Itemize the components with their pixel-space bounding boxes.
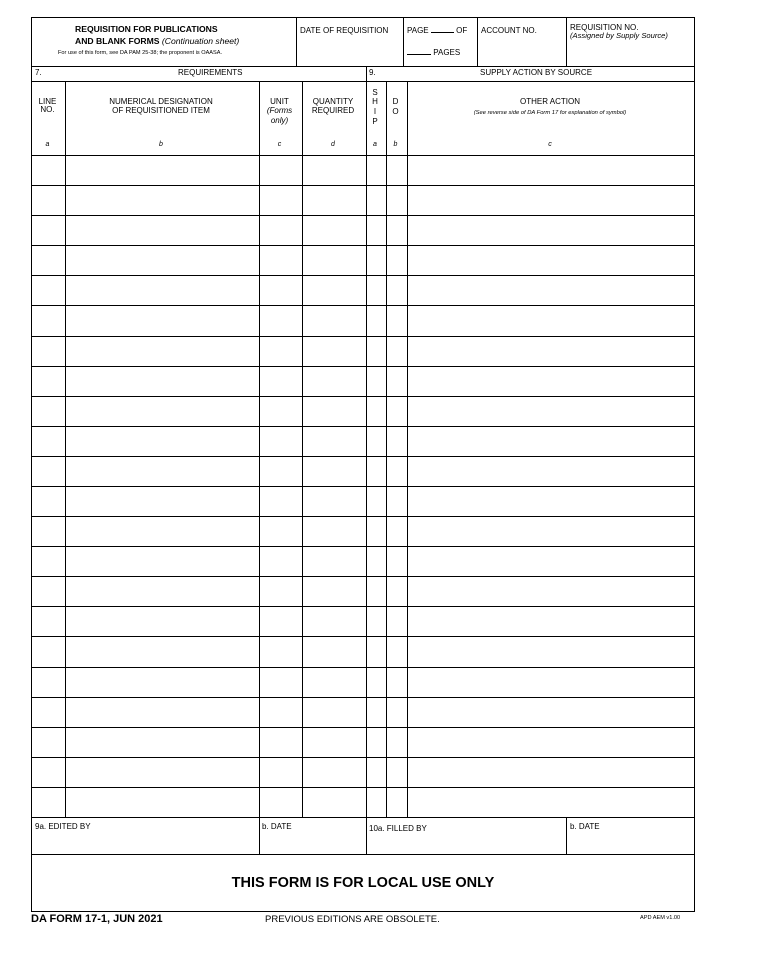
cell-unit[interactable] — [259, 757, 301, 785]
header-vline-4 — [566, 18, 567, 66]
cell-do[interactable] — [386, 336, 406, 364]
col-letter-do-b: b — [393, 141, 398, 148]
cell-do[interactable] — [386, 245, 406, 273]
cell-numerical-designation[interactable] — [65, 155, 258, 183]
cell-line-no[interactable] — [32, 636, 64, 664]
cell-do[interactable] — [386, 155, 406, 183]
cell-quantity[interactable] — [302, 606, 365, 634]
cell-ship[interactable] — [367, 215, 385, 243]
cell-do[interactable] — [386, 456, 406, 484]
cell-line-no[interactable] — [32, 757, 64, 785]
cell-do[interactable] — [386, 305, 406, 333]
cell-line-no[interactable] — [32, 667, 64, 695]
cell-numerical-designation[interactable] — [65, 486, 258, 514]
cell-other-action[interactable] — [407, 727, 694, 755]
cell-numerical-designation[interactable] — [65, 546, 258, 574]
cell-line-no[interactable] — [32, 396, 64, 424]
cell-ship[interactable] — [367, 667, 385, 695]
cell-ship[interactable] — [367, 486, 385, 514]
cell-numerical-designation[interactable] — [65, 396, 258, 424]
cell-do[interactable] — [386, 426, 406, 454]
cell-numerical-designation[interactable] — [65, 366, 258, 394]
cell-quantity[interactable] — [302, 426, 365, 454]
cell-unit[interactable] — [259, 155, 301, 183]
cell-ship[interactable] — [367, 456, 385, 484]
form-id: DA FORM 17-1, JUN 2021 — [31, 913, 163, 925]
cell-unit[interactable] — [259, 486, 301, 514]
cell-ship[interactable] — [367, 606, 385, 634]
header-divider — [32, 66, 694, 67]
cell-quantity[interactable] — [302, 757, 365, 785]
cell-do[interactable] — [386, 697, 406, 725]
cell-numerical-designation[interactable] — [65, 426, 258, 454]
cell-line-no[interactable] — [32, 215, 64, 243]
cell-other-action[interactable] — [407, 275, 694, 303]
cell-unit[interactable] — [259, 275, 301, 303]
cell-quantity[interactable] — [302, 727, 365, 755]
page-number-blank[interactable] — [431, 32, 454, 33]
cell-do[interactable] — [386, 757, 406, 785]
cell-other-action[interactable] — [407, 667, 694, 695]
page-label: PAGE — [407, 26, 429, 35]
filled-date-input[interactable] — [567, 834, 693, 852]
col-header-unit: UNIT — [270, 97, 289, 106]
cell-quantity[interactable] — [302, 697, 365, 725]
cell-unit[interactable] — [259, 636, 301, 664]
col-header-other-note: (See reverse side of DA Form 17 for explanation of symbol) — [473, 110, 627, 116]
form-title-line2 — [75, 37, 239, 46]
cell-other-action[interactable] — [407, 336, 694, 364]
form-title-bold: AND BLANK FORMS — [75, 36, 160, 46]
header-vline-1 — [296, 18, 297, 66]
col-header-unit-note-1: (Forms — [266, 106, 293, 115]
version-label: APD AEM v1.00 — [640, 915, 681, 921]
cell-line-no[interactable] — [32, 456, 64, 484]
cell-quantity[interactable] — [302, 305, 365, 333]
cell-unit[interactable] — [259, 516, 301, 544]
section-7-number: 7. — [35, 68, 42, 77]
cell-line-no[interactable] — [32, 606, 64, 634]
cell-other-action[interactable] — [407, 636, 694, 664]
cell-line-no[interactable] — [32, 787, 64, 815]
cell-quantity[interactable] — [302, 576, 365, 604]
cell-unit[interactable] — [259, 215, 301, 243]
cell-ship[interactable] — [367, 546, 385, 574]
cell-unit[interactable] — [259, 727, 301, 755]
cell-quantity[interactable] — [302, 275, 365, 303]
cell-line-no[interactable] — [32, 486, 64, 514]
cell-ship[interactable] — [367, 426, 385, 454]
cell-numerical-designation[interactable] — [65, 787, 258, 815]
cell-quantity[interactable] — [302, 336, 365, 364]
col-letter-other-c: c — [548, 141, 552, 148]
cell-numerical-designation[interactable] — [65, 667, 258, 695]
cell-quantity[interactable] — [302, 366, 365, 394]
filled-by-input[interactable] — [367, 836, 564, 852]
cell-quantity[interactable] — [302, 155, 365, 183]
col-header-quantity-1: QUANTITY — [312, 97, 354, 106]
cell-ship[interactable] — [367, 576, 385, 604]
filled-date-label: b. DATE — [570, 822, 600, 831]
cell-do[interactable] — [386, 516, 406, 544]
cell-do[interactable] — [386, 366, 406, 394]
cell-line-no[interactable] — [32, 546, 64, 574]
col-header-numerical-2: OF REQUISITIONED ITEM — [112, 106, 210, 115]
date-of-requisition-input[interactable] — [298, 38, 399, 62]
cell-unit[interactable] — [259, 245, 301, 273]
cell-ship[interactable] — [367, 396, 385, 424]
cell-numerical-designation[interactable] — [65, 576, 258, 604]
cell-unit[interactable] — [259, 366, 301, 394]
cell-do[interactable] — [386, 486, 406, 514]
cell-unit[interactable] — [259, 185, 301, 213]
col-letter-c: c — [277, 141, 282, 148]
cell-other-action[interactable] — [407, 606, 694, 634]
cell-line-no[interactable] — [32, 697, 64, 725]
cell-quantity[interactable] — [302, 215, 365, 243]
cell-do[interactable] — [386, 185, 406, 213]
cell-do[interactable] — [386, 727, 406, 755]
cell-other-action[interactable] — [407, 456, 694, 484]
date-of-requisition-label: DATE OF REQUISITION — [300, 26, 389, 35]
cell-do[interactable] — [386, 787, 406, 815]
cell-numerical-designation[interactable] — [65, 215, 258, 243]
col-header-other-action: OTHER ACTION — [519, 97, 580, 106]
cell-ship[interactable] — [367, 245, 385, 273]
cell-do[interactable] — [386, 636, 406, 664]
cell-ship[interactable] — [367, 757, 385, 785]
cell-other-action[interactable] — [407, 185, 694, 213]
col-letter-ship-a: a — [373, 141, 377, 148]
col-header-do-o: O — [392, 107, 399, 116]
cell-do[interactable] — [386, 546, 406, 574]
pages-label: PAGES — [433, 48, 461, 57]
pages-field[interactable] — [407, 49, 460, 57]
cell-unit[interactable] — [259, 456, 301, 484]
header-vline-3 — [477, 18, 478, 66]
cell-unit[interactable] — [259, 426, 301, 454]
col-header-ship-s: S — [372, 88, 378, 97]
cell-ship[interactable] — [367, 336, 385, 364]
cell-line-no[interactable] — [32, 305, 64, 333]
cell-line-no[interactable] — [32, 366, 64, 394]
cell-other-action[interactable] — [407, 576, 694, 604]
obsolete-notice: PREVIOUS EDITIONS ARE OBSOLETE. — [265, 914, 440, 925]
footer-divider — [32, 854, 694, 855]
cell-ship[interactable] — [367, 787, 385, 815]
cell-quantity[interactable] — [302, 636, 365, 664]
cell-numerical-designation[interactable] — [65, 456, 258, 484]
col-header-numerical-1: NUMERICAL DESIGNATION — [109, 97, 213, 106]
cell-quantity[interactable] — [302, 486, 365, 514]
cell-do[interactable] — [386, 396, 406, 424]
cell-other-action[interactable] — [407, 697, 694, 725]
cell-ship[interactable] — [367, 275, 385, 303]
of-label: OF — [456, 26, 468, 35]
cell-line-no[interactable] — [32, 155, 64, 183]
col-header-quantity-2: REQUIRED — [311, 106, 355, 115]
cell-do[interactable] — [386, 215, 406, 243]
cell-line-no[interactable] — [32, 426, 64, 454]
cell-quantity[interactable] — [302, 516, 365, 544]
cell-other-action[interactable] — [407, 516, 694, 544]
cell-ship[interactable] — [367, 697, 385, 725]
col-header-ship-p: P — [372, 117, 378, 126]
account-no-input[interactable] — [479, 38, 561, 62]
cell-numerical-designation[interactable] — [65, 636, 258, 664]
cell-other-action[interactable] — [407, 366, 694, 394]
cell-numerical-designation[interactable] — [65, 305, 258, 333]
cell-unit[interactable] — [259, 606, 301, 634]
cell-unit[interactable] — [259, 305, 301, 333]
cell-ship[interactable] — [367, 727, 385, 755]
cell-line-no[interactable] — [32, 275, 64, 303]
local-use-banner: THIS FORM IS FOR LOCAL USE ONLY — [231, 875, 495, 891]
edited-date-label: b. DATE — [262, 822, 292, 831]
page-field[interactable] — [407, 27, 467, 35]
edited-by-label: 9a. EDITED BY — [35, 822, 91, 831]
cell-unit[interactable] — [259, 336, 301, 364]
cell-do[interactable] — [386, 667, 406, 695]
cell-other-action[interactable] — [407, 396, 694, 424]
cell-quantity[interactable] — [302, 546, 365, 574]
edited-date-input[interactable] — [260, 834, 364, 852]
form-subtitle: For use of this form, see DA PAM 25-38; the proponent is OAASA. — [58, 50, 223, 56]
cell-numerical-designation[interactable] — [65, 727, 258, 755]
cell-other-action[interactable] — [407, 546, 694, 574]
col-header-do-d: D — [392, 97, 399, 106]
total-pages-blank[interactable] — [407, 54, 431, 55]
cell-numerical-designation[interactable] — [65, 697, 258, 725]
edited-by-input[interactable] — [33, 834, 257, 852]
cell-ship[interactable] — [367, 185, 385, 213]
cell-line-no[interactable] — [32, 727, 64, 755]
col-header-ship-h: H — [372, 97, 378, 106]
cell-numerical-designation[interactable] — [65, 516, 258, 544]
form-title-italic: (Continuation sheet) — [161, 36, 240, 46]
cell-ship[interactable] — [367, 305, 385, 333]
cell-other-action[interactable] — [407, 787, 694, 815]
requisition-no-label: REQUISITION NO. — [570, 23, 639, 32]
cell-numerical-designation[interactable] — [65, 606, 258, 634]
cell-quantity[interactable] — [302, 787, 365, 815]
cell-unit[interactable] — [259, 576, 301, 604]
cell-line-no[interactable] — [32, 245, 64, 273]
cell-numerical-designation[interactable] — [65, 757, 258, 785]
filled-by-label: 10a. FILLED BY — [369, 824, 427, 833]
col-header-ship-i: I — [373, 107, 377, 116]
cell-ship[interactable] — [367, 516, 385, 544]
cell-ship[interactable] — [367, 636, 385, 664]
section-divider — [32, 81, 694, 82]
cell-quantity[interactable] — [302, 456, 365, 484]
cell-numerical-designation[interactable] — [65, 245, 258, 273]
cell-ship[interactable] — [367, 155, 385, 183]
cell-quantity[interactable] — [302, 185, 365, 213]
cell-unit[interactable] — [259, 667, 301, 695]
cell-do[interactable] — [386, 275, 406, 303]
cell-other-action[interactable] — [407, 305, 694, 333]
cell-do[interactable] — [386, 606, 406, 634]
cell-other-action[interactable] — [407, 426, 694, 454]
cell-other-action[interactable] — [407, 486, 694, 514]
cell-quantity[interactable] — [302, 667, 365, 695]
cell-other-action[interactable] — [407, 215, 694, 243]
cell-ship[interactable] — [367, 366, 385, 394]
col-letter-a: a — [45, 141, 50, 148]
cell-unit[interactable] — [259, 787, 301, 815]
section-7-title: REQUIREMENTS — [178, 68, 243, 77]
requisition-no-input[interactable] — [568, 45, 692, 63]
header-vline-2 — [403, 18, 404, 66]
account-no-label: ACCOUNT NO. — [481, 26, 537, 35]
cell-quantity[interactable] — [302, 396, 365, 424]
section-9-title: SUPPLY ACTION BY SOURCE — [480, 68, 593, 77]
form-title-line1: REQUISITION FOR PUBLICATIONS — [75, 24, 218, 34]
cell-numerical-designation[interactable] — [65, 275, 258, 303]
cell-other-action[interactable] — [407, 757, 694, 785]
cell-line-no[interactable] — [32, 576, 64, 604]
col-letter-b: b — [159, 141, 163, 148]
cell-line-no[interactable] — [32, 516, 64, 544]
cell-numerical-designation[interactable] — [65, 336, 258, 364]
cell-unit[interactable] — [259, 396, 301, 424]
cell-line-no[interactable] — [32, 336, 64, 364]
table-bottom-divider — [32, 817, 694, 818]
cell-other-action[interactable] — [407, 245, 694, 273]
cell-unit[interactable] — [259, 546, 301, 574]
col-letter-d: d — [331, 141, 335, 148]
cell-unit[interactable] — [259, 697, 301, 725]
cell-line-no[interactable] — [32, 185, 64, 213]
cell-numerical-designation[interactable] — [65, 185, 258, 213]
cell-do[interactable] — [386, 576, 406, 604]
col-header-unit-note-2: only) — [270, 116, 289, 125]
cell-quantity[interactable] — [302, 245, 365, 273]
requisition-no-note: (Assigned by Supply Source) — [570, 31, 668, 40]
section-9-number: 9. — [369, 68, 376, 77]
cell-other-action[interactable] — [407, 155, 694, 183]
col-header-line-no: LINE NO. — [38, 97, 57, 115]
